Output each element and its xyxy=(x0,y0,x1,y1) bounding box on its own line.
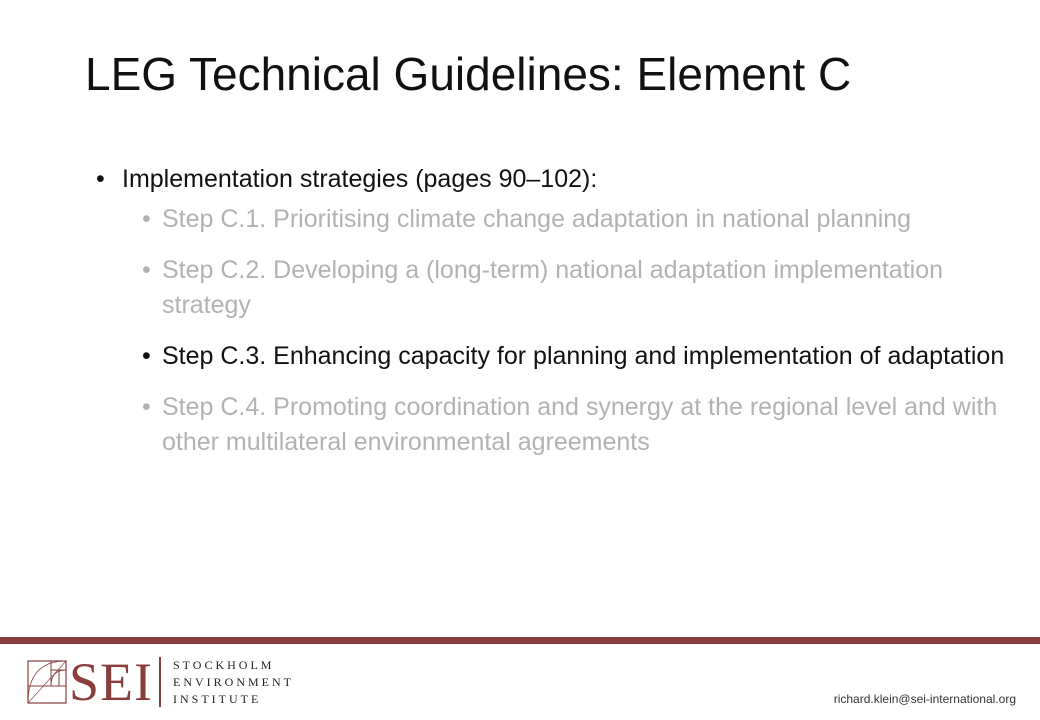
bullet-icon: • xyxy=(142,205,151,233)
institute-name-line: ENVIRONMENT xyxy=(173,674,294,689)
contact-email: richard.klein@sei-international.org xyxy=(833,692,1016,706)
institute-name-line: STOCKHOLM xyxy=(173,657,275,672)
step-text: Step C.4. Promoting coordination and synergy at the regional level and with other multilateral environmental agreements xyxy=(162,393,998,456)
main-bullet xyxy=(96,160,1016,198)
slide-content xyxy=(96,160,1016,476)
institute-name-line: INSTITUTE xyxy=(173,691,262,706)
bullet-icon: • xyxy=(142,256,151,284)
logo-letters: SEI xyxy=(69,652,153,712)
slide-title: LEG Technical Guidelines: Element C xyxy=(85,48,852,100)
step-text: Step C.3. Enhancing capacity for planning and implementation of adaptation xyxy=(162,342,1005,370)
bullet-icon: • xyxy=(142,393,151,421)
bullet-icon: • xyxy=(142,342,151,370)
step-item-c3 xyxy=(142,339,1012,390)
bullet-icon: • xyxy=(96,165,105,193)
steps-list xyxy=(116,202,1016,476)
golden-ratio-icon xyxy=(27,660,67,704)
step-item-c4 xyxy=(142,390,1012,476)
step-item-c1 xyxy=(142,202,1012,253)
step-text: Step C.1. Prioritising climate change adaptation in national planning xyxy=(162,205,912,233)
step-item-c2 xyxy=(142,253,1012,339)
logo-divider xyxy=(159,657,161,707)
institute-name xyxy=(173,657,294,708)
footer-divider xyxy=(0,637,1040,644)
step-text: Step C.2. Developing a (long-term) national adaptation implementation strategy xyxy=(162,256,944,319)
sei-logo xyxy=(27,652,294,712)
main-bullet-text: Implementation strategies (pages 90–102): xyxy=(122,165,598,193)
